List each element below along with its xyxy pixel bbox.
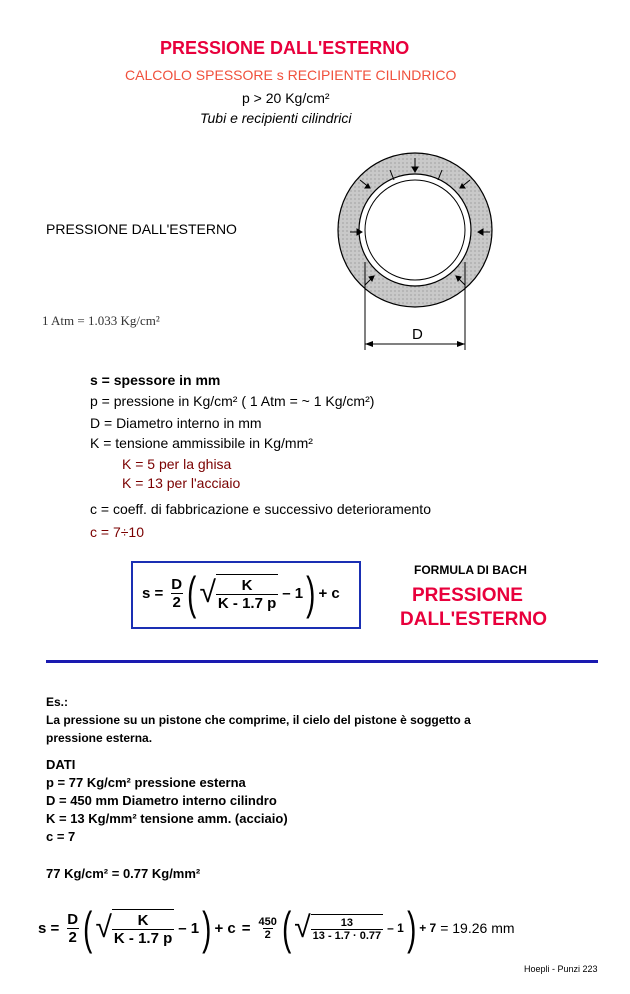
calc-450-over-2: $\frac{450}{2}$: [258, 915, 277, 941]
calc-fraction: $\frac{13}{13 - 1.7 \cdot 0.77}$: [312, 917, 382, 942]
page-title: PRESSIONE DALL'ESTERNO: [160, 38, 410, 58]
dati-c: c = 7: [46, 829, 76, 844]
calc-result: = 19.26 mm: [440, 920, 515, 936]
dati-D: D = 450 mm Diametro interno cilindro: [46, 793, 277, 808]
scope-text: Tubi e recipienti cilindrici: [200, 110, 352, 126]
formula-sqrt: √ $\frac{K}{K - 1.7 p}$: [199, 576, 277, 612]
formula-d-over-2: $\frac{D}{2}$: [171, 575, 183, 611]
pressure-condition: p > 20 Kg/cm²: [242, 90, 330, 106]
def-c: c = coeff. di fabbricazione e successivo deterioramento: [90, 501, 431, 517]
cylinder-diagram: [330, 150, 510, 355]
bach-formula: s = $\frac{D}{2}$ ( √ $\frac{K}{K - 1.7 p}$ – 1 ) + c: [142, 567, 340, 619]
diameter-label: D: [412, 326, 423, 343]
def-s: s = spessore in mm: [90, 372, 221, 388]
section-divider: [46, 660, 598, 663]
worked-formula: s = $\frac{D}{2}$ ( √ $\frac{K}{K - 1.7 p}$ – 1 ) + c = $\frac{450}{2}$ ( √ $\frac{13}{13 - 1.7 \cdot 0.77}$ – 1 ) + 7 = 19.26 mm: [38, 902, 515, 954]
def-K-ghisa: K = 5 per la ghisa: [122, 456, 232, 472]
example-label: Es.:: [46, 695, 69, 709]
page-subtitle: CALCOLO SPESSORE s RECIPIENTE CILINDRICO: [125, 67, 457, 83]
example-text-1: La pressione su un pistone che comprime, il cielo del pistone è soggetto a: [46, 713, 471, 727]
atm-note: 1 Atm = 1.033 Kg/cm²: [42, 313, 160, 328]
unit-conversion: 77 Kg/cm² = 0.77 Kg/mm²: [46, 866, 201, 881]
dati-label: DATI: [46, 757, 76, 772]
dati-K: K = 13 Kg/mm² tensione amm. (acciaio): [46, 811, 288, 826]
formula-s: s =: [142, 584, 164, 602]
def-K: K = tensione ammissibile in Kg/mm²: [90, 435, 313, 451]
dati-p: p = 77 Kg/cm² pressione esterna: [46, 775, 246, 790]
bach-label: FORMULA DI BACH: [414, 563, 527, 577]
formula-k-fraction: $\frac{K}{K - 1.7 p}$: [217, 577, 277, 612]
bach-title-line1: PRESSIONE: [412, 585, 523, 606]
def-c-range: c = 7÷10: [90, 524, 144, 540]
example-text-2: pressione esterna.: [46, 731, 153, 745]
bach-title-line2: DALL'ESTERNO: [400, 609, 548, 630]
def-p: p = pressione in Kg/cm² ( 1 Atm = ~ 1 Kg/cm²): [90, 393, 375, 409]
footer-credit: Hoepli - Punzi 223: [524, 964, 598, 974]
def-K-acciaio: K = 13 per l'acciaio: [122, 475, 241, 491]
def-D: D = Diametro interno in mm: [90, 415, 262, 431]
left-label: PRESSIONE DALL'ESTERNO: [46, 221, 237, 237]
